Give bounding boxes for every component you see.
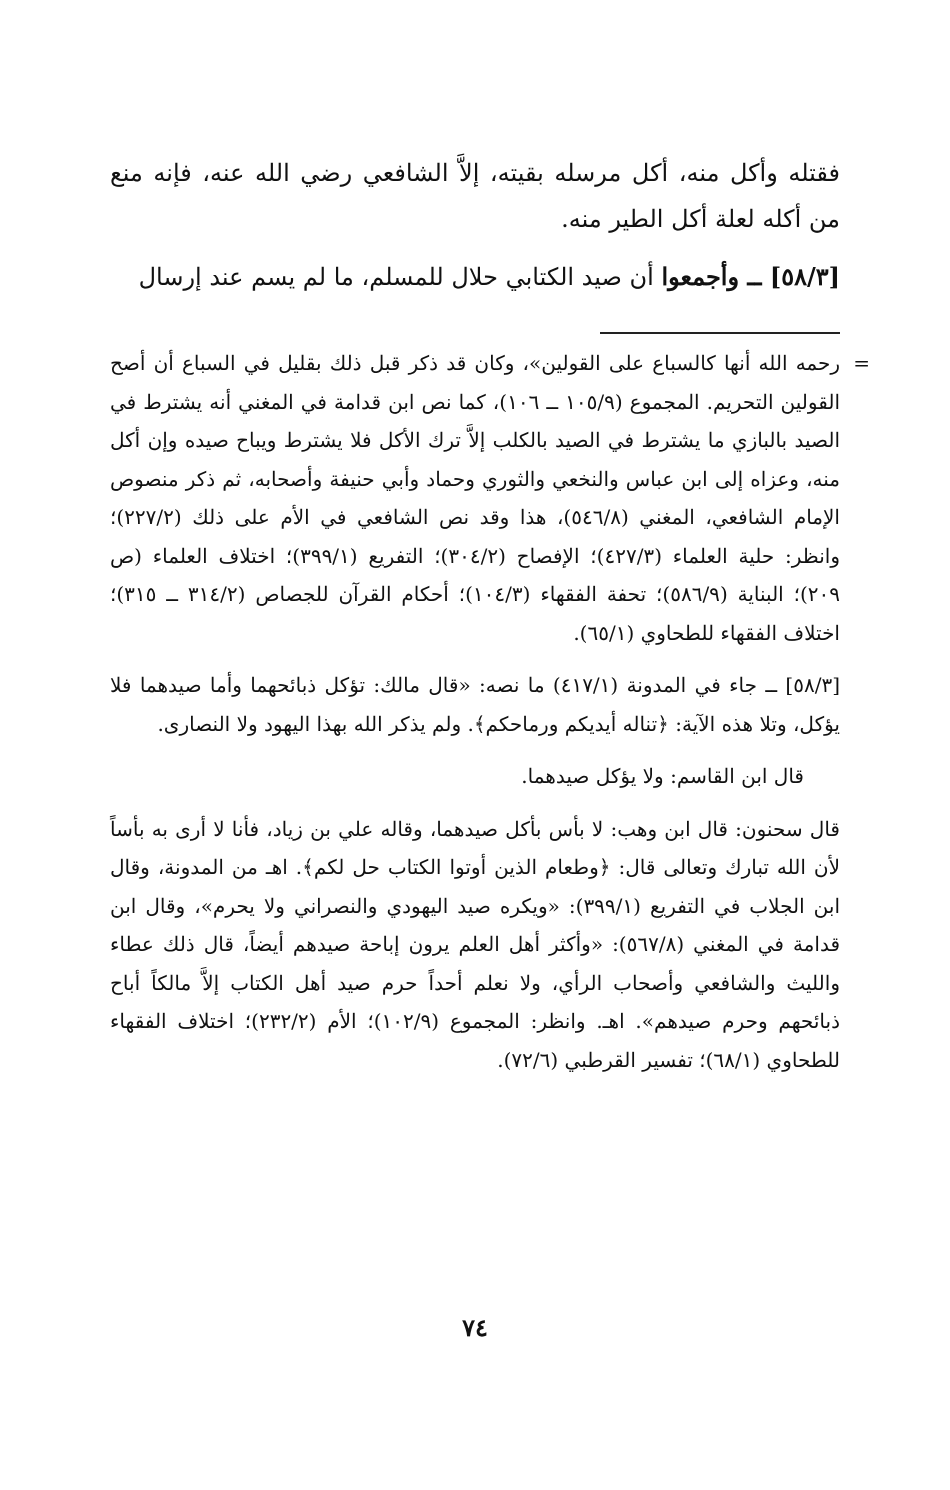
footnote-ibn-alqasim: قال ابن القاسم: ولا يؤكل صيدهما. [521, 764, 804, 788]
footnote-continuation-text: رحمه الله أنها كالسباع على القولين»، وكان قد ذكر قبل ذلك بقليل في السباع أن أصح القولين التحريم. المجموع (١٠٥/٩ ــ ١٠٦)، كما نص ابن قدامة في المغني أنه يشترط في الصيد بالبازي ما يشترط في الصيد بالكلب إلاَّ ترك الأكل فلا يشترط ويباح صيده وإن أكل منه، وعزاه إلى ابن عباس والنخعي والثوري وحماد وأبي حنيفة وأصحابه، ثم ذكر منصوص الإمام الشافعي، المغني (٥٤٦/٨)، هذا وقد نص الشافعي في الأم على ذلك (٢٢٧/٢)؛ وانظر: حلية العلماء (٤٢٧/٣)؛ الإفصاح (٣٠٤/٢)؛ التفريع (٣٩٩/١)؛ اختلاف العلماء (ص ٢٠٩)؛ البناية (٥٨٦/٩)؛ تحفة الفقهاء (١٠٤/٣)؛ أحكام القرآن للجصاص (٣١٤/٢ ــ ٣١٥)؛ اختلاف الفقهاء للطحاوي (٦٥/١). [110, 351, 841, 645]
footnotes [110, 344, 870, 1079]
footnote-58-3: [٥٨/٣] ــ جاء في المدونة (٤١٧/١) ما نصه: «قال مالك: تؤكل ذبائحهما وأما صيدهما فلا يؤكل، وتلا هذه الآية: ﴿تناله أيديكم ورماحكم﴾. ولم يذكر الله بهذا اليهود ولا النصارى. [110, 673, 840, 736]
main-paragraph-ref: [٥٨/٣] ــ وأجمعوا [661, 262, 840, 291]
continuation-mark: = [853, 351, 870, 375]
footnote-sahnun: قال سحنون: قال ابن وهب: لا بأس بأكل صيدهما، وقاله علي بن زياد، فأنا لا أرى به بأساً لأن الله تبارك وتعالى قال: ﴿وطعام الذين أوتوا الكتاب حل لكم﴾. اهـ من المدونة، وقال ابن الجلاب في التفريع (٣٩٩/١): «ويكره صيد اليهودي والنصراني ولا يحرم»، وقال ابن قدامة في المغني (٥٦٧/٨): «وأكثر أهل العلم يرون إباحة صيدهم أيضاً، قال ذلك عطاء والليث والشافعي وأصحاب الرأي، ولا نعلم أحداً حرم صيد أهل الكتاب إلاَّ مالكاً أباح ذبائحهم وحرم صيدهم». اهـ. وانظر: المجموع (١٠٢/٩)؛ الأم (٢٣٢/٢)؛ اختلاف الفقهاء للطحاوي (٦٨/١)؛ تفسير القرطبي (٧٢/٦). [110, 816, 841, 1072]
page-number: ٧٤ [462, 1313, 488, 1342]
page-body [110, 150, 870, 1079]
main-paragraph-2 [110, 254, 840, 300]
main-paragraph-1: فقتله وأكل منه، أكل مرسله بقيته، إلاَّ الشافعي رضي الله عنه، فإنه منع من أكله لعلة أكل الطير منه. [110, 159, 840, 233]
footnote-separator [600, 332, 840, 334]
footnote-continuation [110, 344, 870, 652]
main-paragraph-2-text: أن صيد الكتابي حلال للمسلم، ما لم يسم عند إرسال [138, 263, 662, 291]
